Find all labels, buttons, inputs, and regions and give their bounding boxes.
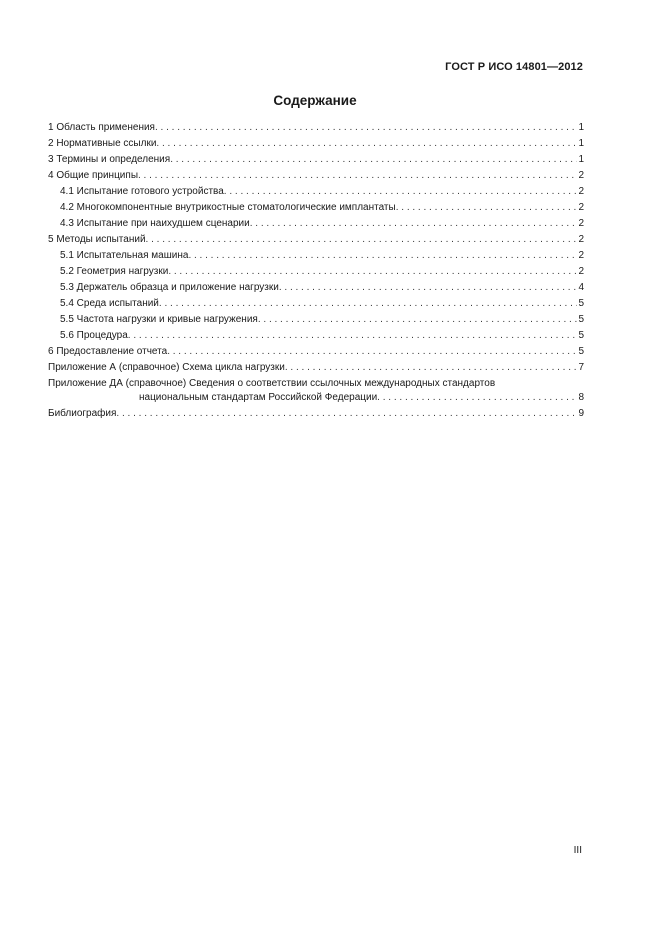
toc-leader-dots [168, 264, 577, 280]
toc-entry-label: 5.1 Испытательная машина [60, 250, 189, 261]
toc-entry-label: Приложение ДА (справочное) Сведения о соответствии ссылочных международных стандартов [48, 378, 496, 389]
toc-entry-5-5[interactable] [48, 312, 584, 328]
toc-leader-dots [279, 280, 578, 296]
toc-entry-report[interactable] [48, 344, 584, 360]
toc-entry-label: 5 Методы испытаний [48, 234, 146, 245]
toc-entry-page: 8 [578, 392, 584, 403]
toc-entry-page: 2 [578, 218, 584, 229]
toc-entry-appendix-da-continued[interactable] [48, 390, 584, 406]
toc-entry-5-1[interactable] [48, 248, 584, 264]
toc-entry-appendix-a[interactable] [48, 360, 584, 376]
toc-leader-dots [285, 360, 578, 376]
toc-leader-dots [156, 136, 577, 152]
toc-entry-5-2[interactable] [48, 264, 584, 280]
toc-leader-dots [258, 312, 578, 328]
toc-entry-page: 2 [578, 186, 584, 197]
toc-entry-5-4[interactable] [48, 296, 584, 312]
toc-leader-dots [396, 200, 578, 216]
toc-entry-label: Библиография [48, 408, 117, 419]
toc-leader-dots [167, 344, 577, 360]
toc-leader-dots [146, 232, 578, 248]
toc-leader-dots [116, 406, 577, 422]
toc-entry-page: 7 [578, 362, 584, 373]
toc-entry-page: 5 [578, 330, 584, 341]
toc-leader-dots [250, 216, 578, 232]
toc-entry-page: 2 [578, 266, 584, 277]
toc-entry-general-principles[interactable] [48, 168, 584, 184]
toc-entry-4-3[interactable] [48, 216, 584, 232]
toc-entry-label: 4.3 Испытание при наихудшем сценарии [60, 218, 250, 229]
toc-leader-dots [159, 296, 578, 312]
toc-leader-dots [155, 120, 577, 136]
toc-entry-label: 5.4 Среда испытаний [60, 298, 159, 309]
toc-leader-dots [128, 328, 578, 344]
toc-entry-page: 1 [578, 154, 584, 165]
toc-entry-label: 4.1 Испытание готового устройства [60, 186, 224, 197]
toc-entry-page: 5 [578, 346, 584, 357]
toc-entry-test-methods[interactable] [48, 232, 584, 248]
toc-leader-dots [188, 248, 577, 264]
toc-entry-page: 5 [578, 314, 584, 325]
toc-entry-page: 9 [578, 408, 584, 419]
toc-entry-page: 5 [578, 298, 584, 309]
toc-entry-terms[interactable] [48, 152, 584, 168]
toc-entry-normative-references[interactable] [48, 136, 584, 152]
toc-entry-label: 4.2 Многокомпонентные внутрикостные стоматологические имплантаты [60, 202, 396, 213]
toc-entry-label: 1 Область применения [48, 122, 155, 133]
toc-leader-dots [224, 184, 578, 200]
toc-entry-page: 2 [578, 250, 584, 261]
toc-entry-bibliography[interactable] [48, 406, 584, 422]
toc-entry-4-2[interactable] [48, 200, 584, 216]
toc-leader-dots [138, 168, 577, 184]
toc-entry-5-6[interactable] [48, 328, 584, 344]
toc-entry-4-1[interactable] [48, 184, 584, 200]
toc-entry-page: 1 [578, 138, 584, 149]
toc-entry-label: национальным стандартам Российской Федерации [139, 392, 378, 403]
toc-entry-page: 2 [578, 202, 584, 213]
toc-entry-label: Приложение А (справочное) Схема цикла нагрузки [48, 362, 285, 373]
toc-leader-dots [170, 152, 577, 168]
toc-entry-label: 5.3 Держатель образца и приложение нагрузки [60, 282, 279, 293]
toc-entry-label: 5.2 Геометрия нагрузки [60, 266, 169, 277]
toc-entry-label: 5.5 Частота нагрузки и кривые нагружения [60, 314, 258, 325]
toc-entry-label: 6 Предоставление отчета [48, 346, 168, 357]
toc-entry-label: 3 Термины и определения [48, 154, 171, 165]
toc-entry-scope[interactable] [48, 120, 584, 136]
toc-entry-label: 2 Нормативные ссылки [48, 138, 157, 149]
toc-leader-dots [377, 390, 577, 406]
toc-entry-label: 5.6 Процедура [60, 330, 128, 341]
toc-entry-page: 2 [578, 170, 584, 181]
toc-entry-page: 4 [578, 282, 584, 293]
toc-title: Содержание [273, 93, 357, 108]
toc-entry-page: 1 [578, 122, 584, 133]
toc-entry-page: 2 [578, 234, 584, 245]
table-of-contents [48, 120, 584, 422]
toc-entry-appendix-da[interactable] [48, 376, 584, 390]
toc-entry-5-3[interactable] [48, 280, 584, 296]
toc-entry-label: 4 Общие принципы [48, 170, 138, 181]
standard-header: ГОСТ Р ИСО 14801—2012 [445, 61, 583, 73]
page-number: III [573, 845, 582, 856]
